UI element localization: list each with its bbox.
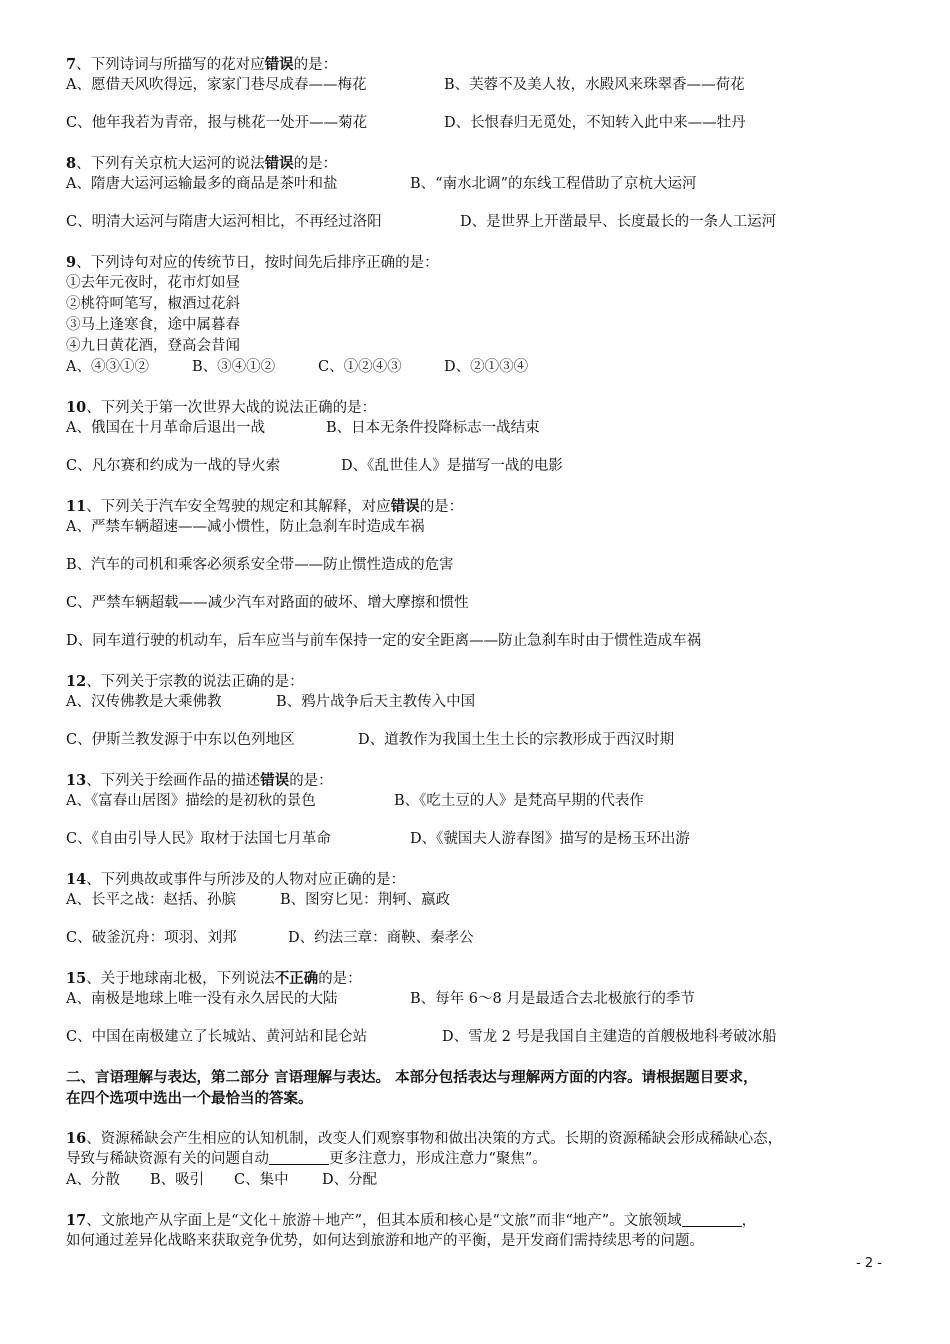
exam-page: [66, 54, 886, 1252]
question-16: [66, 1128, 886, 1191]
option-row: A、《富春山居图》描绘的是初秋的景色 B、《吃土豆的人》是梵高早期的代表作: [66, 793, 644, 809]
question-stem: 17、文旅地产从字面上是“文化＋旅游＋地产”，但其本质和核心是“文旅”而非“地产”。文旅领域 ，: [66, 1212, 757, 1229]
option-row: C、破釜沉舟：项羽、刘邦 D、约法三章：商鞅、秦孝公: [66, 930, 474, 946]
poem-line: ③马上逢寒食，途中属暮春: [66, 317, 240, 333]
question-11: [66, 496, 886, 652]
page-number: - 2 -: [856, 1256, 882, 1271]
question-stem: 15、关于地球南北极，下列说法不正确的是：: [66, 970, 362, 987]
question-10: [66, 397, 886, 477]
question-9: [66, 252, 886, 378]
question-stem: 7、下列诗词与所描写的花对应错误的是：: [66, 56, 338, 73]
question-stem: 11、下列关于汽车安全驾驶的规定和其解释，对应错误的是：: [66, 498, 464, 515]
poem-line: ④九日黄花酒，登高会昔闻: [66, 338, 240, 354]
option-row: A、长平之战：赵括、孙膑 B、图穷匕见：荆轲、嬴政: [66, 892, 451, 908]
question-stem: 8、下列有关京杭大运河的说法错误的是：: [66, 155, 338, 172]
question-stem: 13、下列关于绘画作品的描述错误的是：: [66, 772, 333, 789]
question-stem: 9、下列诗句对应的传统节日，按时间先后排序正确的是：: [66, 254, 439, 271]
poem-line: ②桃符呵笔写，椒酒过花斜: [66, 296, 240, 312]
question-8: [66, 153, 886, 233]
question-17: [66, 1210, 886, 1252]
question-stem: 16、资源稀缺会产生相应的认知机制，改变人们观察事物和做出决策的方式。长期的资源稀缺会形成稀缺心态，: [66, 1130, 783, 1147]
option-row: C、他年我若为青帝，报与桃花一处开——菊花 D、长恨春归无觅处，不知转入此中来——牡丹: [66, 115, 746, 131]
option-row: A、汉传佛教是大乘佛教 B、鸦片战争后天主教传入中国: [66, 694, 476, 710]
option-row: A、南极是地球上唯一没有永久居民的大陆 B、每年 6～8 月是最适合去北极旅行的季节: [66, 991, 695, 1007]
section-heading: 二、言语理解与表达，第二部分 言语理解与表达。 本部分包括表达与理解两方面的内容。请根据题目要求， 在四个选项中选出一个最恰当的答案。: [66, 1069, 758, 1107]
option-row: A、俄国在十月革命后退出一战 B、日本无条件投降标志一战结束: [66, 420, 540, 436]
question-7: [66, 54, 886, 134]
question-13: [66, 770, 886, 850]
option-line: C、严禁车辆超载——减少汽车对路面的破坏、增大摩擦和惯性: [66, 595, 469, 611]
option-row: C、《自由引导人民》取材于法国七月革命 D、《虢国夫人游春图》描写的是杨玉环出游: [66, 831, 690, 847]
question-stem: 10、下列关于第一次世界大战的说法正确的是：: [66, 399, 377, 416]
option-line: D、同车道行驶的机动车，后车应当与前车保持一定的安全距离——防止急刹车时由于惯性造成车祸: [66, 633, 702, 649]
option-row: C、伊斯兰教发源于中东以色列地区 D、道教作为我国土生土长的宗教形成于西汉时期: [66, 732, 675, 748]
option-row: A、④③①② B、③④①② C、①②④③ D、②①③④: [66, 359, 529, 375]
option-row: C、中国在南极建立了长城站、黄河站和昆仑站 D、雪龙 2 号是我国自主建造的首艘极地科考破冰船: [66, 1029, 777, 1045]
question-12: [66, 671, 886, 751]
question-stem: 12、下列关于宗教的说法正确的是：: [66, 673, 304, 690]
question-14: [66, 869, 886, 949]
option-row: A、分散 B、吸引 C、集中 D、分配: [66, 1172, 378, 1188]
option-row: A、愿借天风吹得远，家家门巷尽成春——梅花 B、芙蓉不及美人妆，水殿风来珠翠香——荷花: [66, 77, 745, 93]
question-stem-cont: 导致与稀缺资源有关的问题自动 更多注意力，形成注意力“聚焦”。: [66, 1151, 547, 1167]
option-row: C、凡尔赛和约成为一战的导火索 D、《乱世佳人》是描写一战的电影: [66, 458, 563, 474]
question-stem: 14、下列典故或事件与所涉及的人物对应正确的是：: [66, 871, 406, 888]
option-row: A、隋唐大运河运输最多的商品是茶叶和盐 B、“南水北调”的东线工程借助了京杭大运河: [66, 176, 697, 192]
answer-blank: [269, 1150, 329, 1165]
question-stem-cont: 如何通过差异化战略来获取竞争优势，如何达到旅游和地产的平衡，是开发商们需持续思考的问题。: [66, 1233, 704, 1249]
answer-blank: [682, 1212, 742, 1227]
option-line: B、汽车的司机和乘客必须系安全带——防止惯性造成的危害: [66, 557, 454, 573]
question-15: [66, 968, 886, 1048]
option-row: C、明清大运河与隋唐大运河相比，不再经过洛阳 D、是世界上开凿最早、长度最长的一条人工运河: [66, 214, 777, 230]
poem-line: ①去年元夜时，花市灯如昼: [66, 275, 240, 291]
option-line: A、严禁车辆超速——减小惯性，防止急刹车时造成车祸: [66, 519, 425, 535]
